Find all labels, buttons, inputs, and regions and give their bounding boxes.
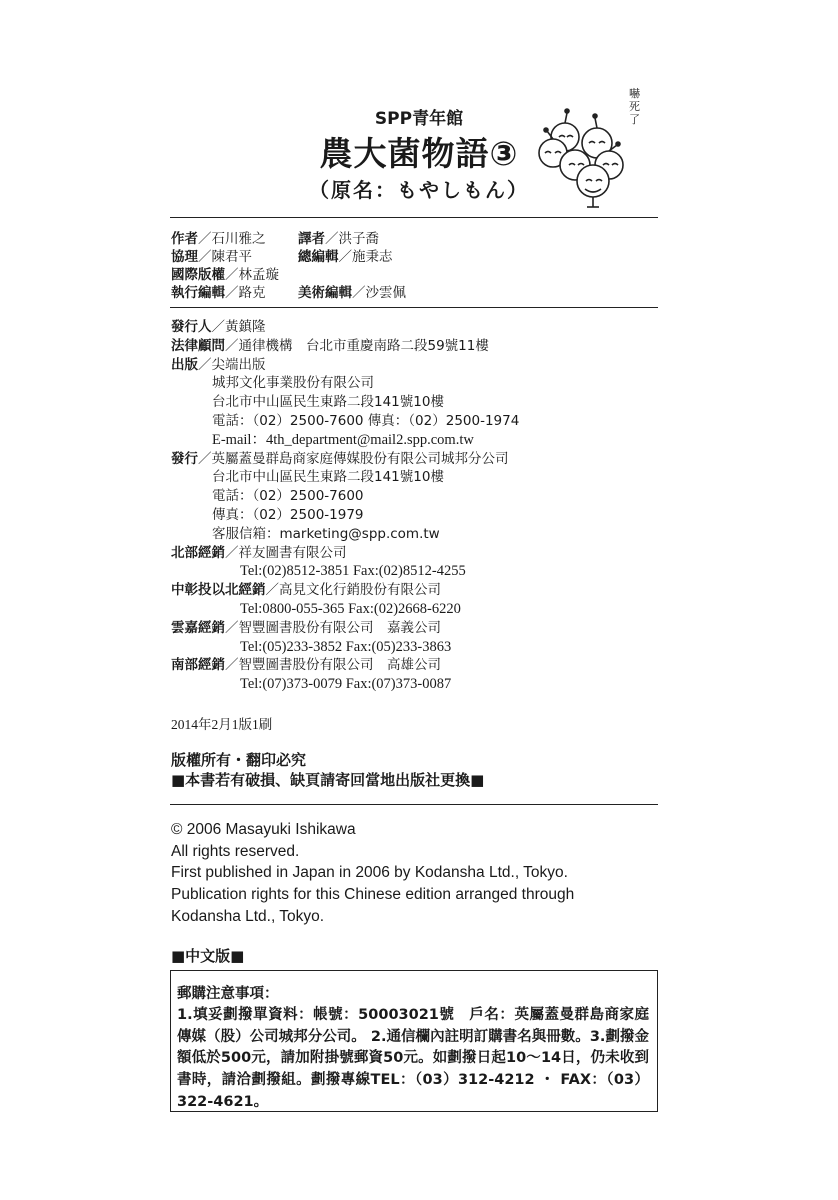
dealer-contact: Tel:(07)373-0079 Fax:(07)373-0087 (240, 676, 452, 693)
notice-body: 1.填妥劃撥單資料：帳號：50003021號 戶名：英屬蓋曼群島商家庭傳媒（股）公司城邦分公司。 2.通信欄內註明訂購書名與冊數。3.劃撥金額低於500元，請加附掛號郵資50元。如劃撥日起10～14日，仍未收到書時，請洽劃撥組。劃撥專線TEL：（03）312-4212 ・ FAX：（03）322-4621。 (177, 1007, 649, 1110)
copyright-line: © 2006 Masayuki Ishikawa (171, 821, 356, 838)
fax-line: 傳真：（02）2500-1979 (212, 506, 364, 523)
credit-value: ／路克 (225, 285, 266, 301)
dealer-label: 北部經銷 (171, 544, 225, 561)
distribution-value: ／英屬蓋曼群島商家庭傳媒股份有限公司城邦分公司 (198, 450, 509, 467)
dealer-value: ／祥友圖書有限公司 (225, 544, 347, 561)
credit-value: ／石川雅之 (198, 231, 266, 247)
copyright-line: All rights reserved. (171, 842, 300, 860)
dealer-value: ／高見文化行銷股份有限公司 (265, 582, 441, 599)
credit-label: 作者 (171, 231, 198, 247)
legal-value: ／通律機構 台北市重慶南路二段59號11樓 (225, 337, 489, 354)
dealer-contact: Tel:0800-055-365 Fax:(02)2668-6220 (240, 600, 461, 617)
dealer-value: ／智豐圖書股份有限公司 嘉義公司 (225, 619, 441, 636)
distribution-label: 發行 (171, 450, 198, 467)
credit-label: 總編輯 (298, 249, 339, 265)
mascot-caption (629, 86, 641, 126)
copyright-block (171, 819, 574, 928)
service-email-line: 客服信箱：marketing@spp.com.tw (212, 525, 440, 542)
address-line: 台北市中山區民生東路二段141號10樓 (212, 394, 444, 411)
publisher-value: ／黃鎮隆 (211, 319, 266, 335)
copyright-line: Publication rights for this Chinese edition arranged through (171, 886, 575, 904)
original-title: （原名：もやしもん） (309, 178, 529, 202)
edition-pub-value: ／尖端出版 (198, 356, 266, 373)
address-line: 城邦文化事業股份有限公司 (212, 375, 374, 392)
publisher-label: 發行人 (171, 319, 212, 335)
credit-value: ／施秉志 (338, 249, 393, 265)
credit-value: ／林孟璇 (225, 267, 279, 283)
dealer-label: 雲嘉經銷 (171, 619, 225, 636)
credit-value: ／沙雲佩 (352, 285, 406, 301)
notice-title: 郵購注意事項： (177, 986, 279, 1002)
phone-line: 電話：（02）2500-7600 傳真：（02）2500-1974 (212, 412, 520, 429)
credit-label: 譯者 (298, 231, 325, 247)
edition-date: 2014年2月1版1刷 (171, 717, 273, 732)
chinese-edition-label: ■中文版■ (171, 947, 245, 965)
publishing-info (171, 318, 519, 694)
svg-text:了: 了 (629, 113, 640, 126)
mail-order-notice (170, 970, 658, 1112)
svg-text:嚇: 嚇 (629, 87, 640, 100)
svg-text:死: 死 (629, 100, 640, 113)
credit-value: ／陳君平 (198, 249, 252, 265)
copyright-line: Kodansha Ltd., Tokyo. (171, 907, 325, 925)
rights-line: 版權所有・翻印必究 (171, 751, 307, 769)
rights-line: ■本書若有破損、缺頁請寄回當地出版社更換■ (171, 771, 485, 789)
series-name: SPP青年館 (374, 109, 464, 129)
credits-rule (170, 307, 658, 308)
dealer-contact: Tel:(05)233-3852 Fax:(05)233-3863 (240, 638, 452, 655)
rights-block (171, 750, 484, 790)
book-title: 農大菌物語③ (319, 134, 519, 173)
email-line: E-mail：4th_department@mail2.spp.com.tw (212, 431, 474, 448)
dealer-label: 南部經銷 (171, 657, 225, 674)
phone-line: 電話：（02）2500-7600 (212, 488, 364, 505)
credit-label: 執行編輯 (171, 285, 225, 301)
copyright-rule (170, 804, 658, 805)
edition-pub-label: 出版 (171, 356, 198, 373)
dealer-contact: Tel:(02)8512-3851 Fax:(02)8512-4255 (240, 563, 466, 580)
mascot-illustration (533, 85, 643, 220)
credit-value: ／洪子喬 (325, 231, 379, 247)
legal-label: 法律顧問 (171, 337, 225, 354)
credit-label: 協理 (171, 249, 198, 265)
dealer-label: 中彰投以北經銷 (171, 582, 266, 599)
dealer-value: ／智豐圖書股份有限公司 高雄公司 (225, 657, 441, 674)
top-rule (170, 217, 658, 218)
credit-label: 美術編輯 (298, 285, 352, 301)
copyright-line: First published in Japan in 2006 by Kodansha Ltd., Tokyo. (171, 864, 568, 882)
address-line: 台北市中山區民生東路二段141號10樓 (212, 469, 444, 486)
credit-label: 國際版權 (171, 267, 225, 283)
